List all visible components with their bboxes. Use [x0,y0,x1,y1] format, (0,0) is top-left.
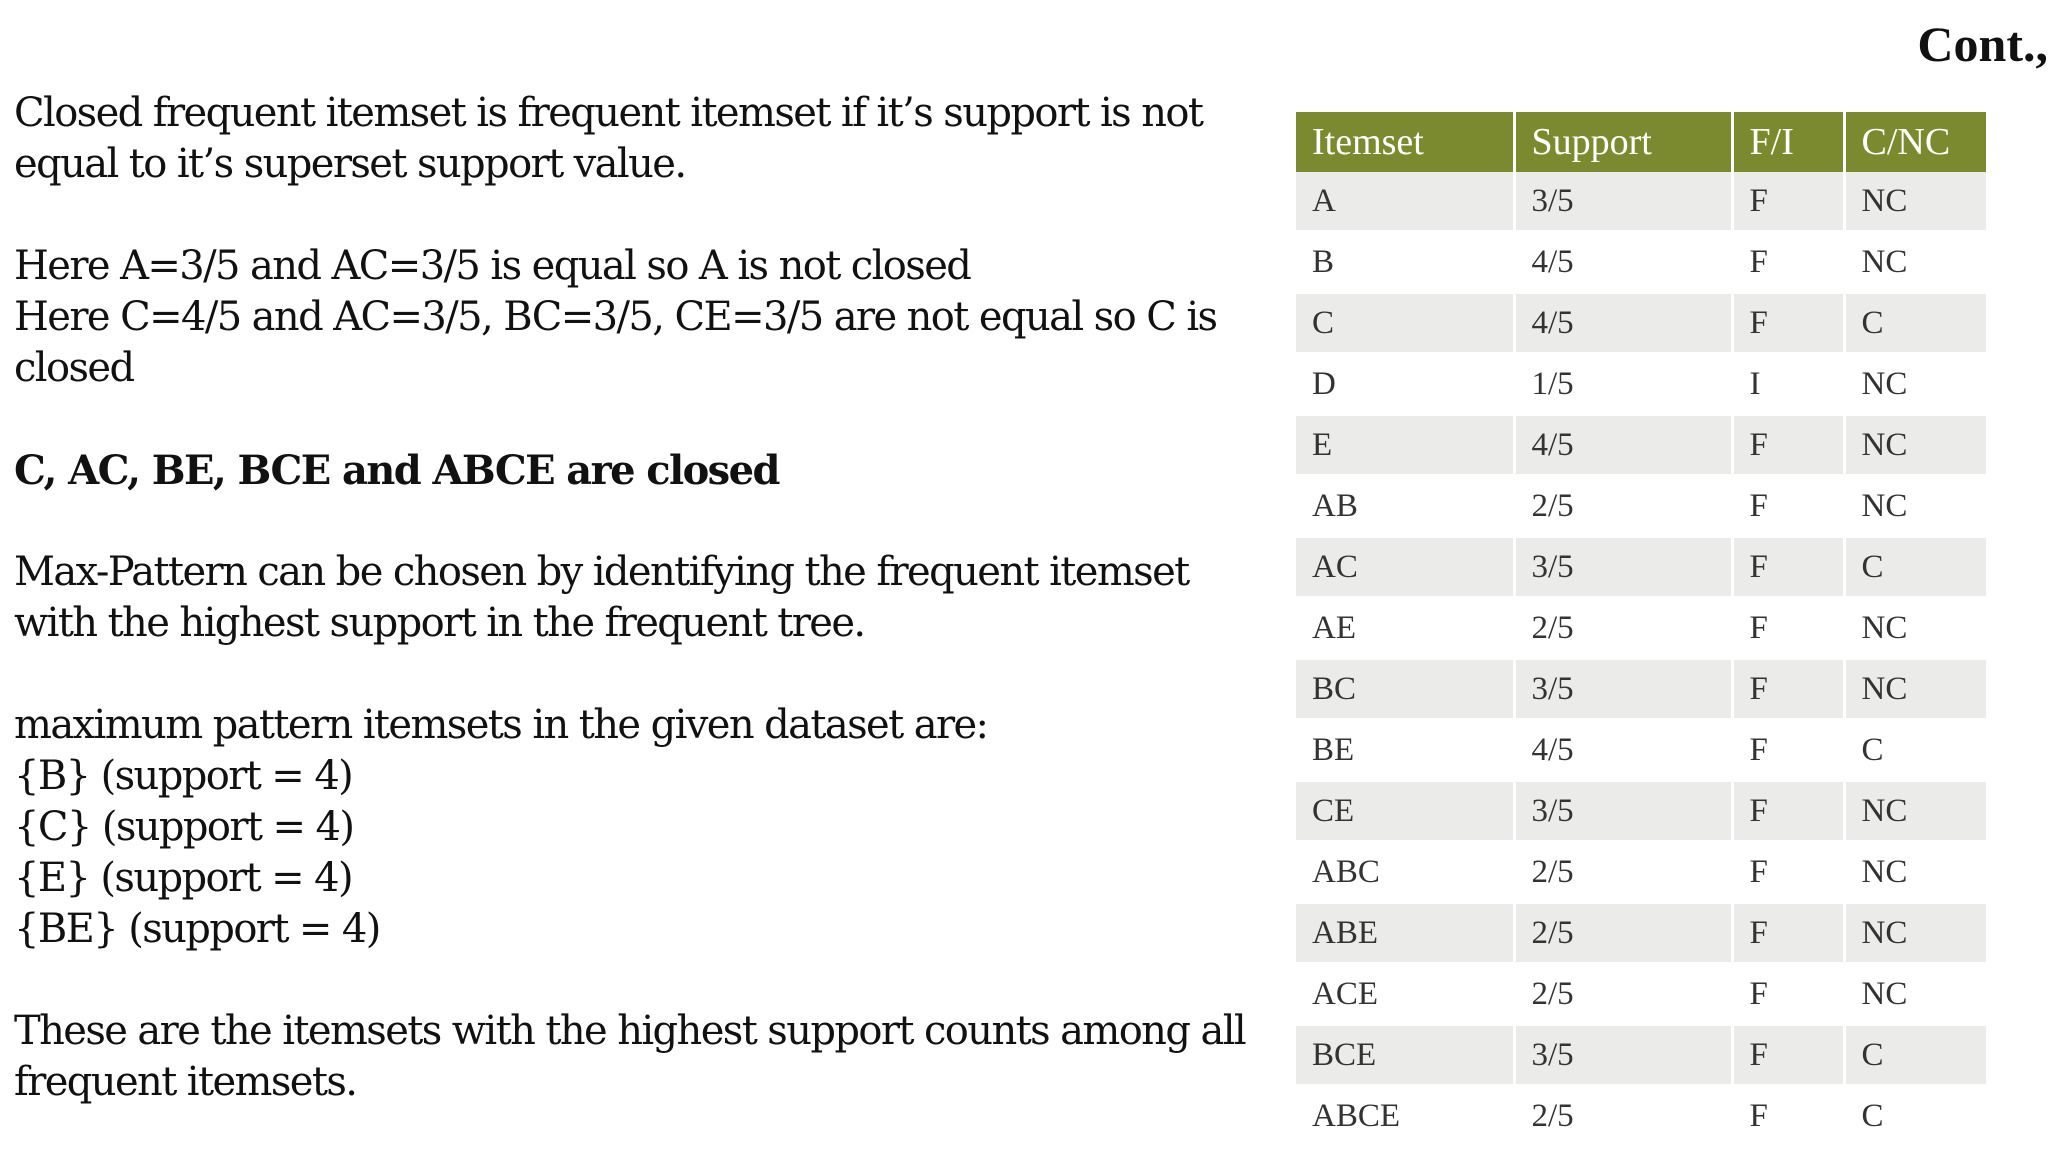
frequent-flag-cell: I [1732,354,1844,415]
frequent-flag-cell: F [1732,476,1844,537]
table-row [1296,537,1986,598]
frequent-flag-cell: F [1732,293,1844,354]
support-cell: 2/5 [1514,1086,1732,1147]
itemset-cell: B [1296,232,1514,293]
table-row [1296,842,1986,903]
max-pattern-list [14,700,1254,955]
support-cell: 4/5 [1514,293,1732,354]
frequent-flag-cell: F [1732,903,1844,964]
table-row [1296,172,1986,232]
closed-itemset-summary [14,445,1254,496]
support-cell: 3/5 [1514,172,1732,232]
frequent-flag-cell: F [1732,415,1844,476]
text-line: Here A=3/5 and AC=3/5 is equal so A is not closed [14,243,971,289]
closed-flag-cell: C [1844,1086,1986,1147]
closed-itemset-definition [14,88,1254,190]
table-row [1296,293,1986,354]
text-line: closed [14,345,134,391]
closed-flag-cell: C [1844,537,1986,598]
frequent-flag-cell: F [1732,781,1844,842]
support-cell: 3/5 [1514,781,1732,842]
text-line: Max-Pattern can be chosen by identifying the frequent itemset [14,549,1189,595]
support-cell: 2/5 [1514,903,1732,964]
table-row [1296,1086,1986,1147]
frequent-flag-cell: F [1732,1025,1844,1086]
table-row [1296,1025,1986,1086]
support-cell: 4/5 [1514,720,1732,781]
table-row [1296,903,1986,964]
support-cell: 3/5 [1514,537,1732,598]
itemset-cell: C [1296,293,1514,354]
text-line: with the highest support in the frequent tree. [14,600,865,646]
itemset-cell: ABE [1296,903,1514,964]
frequent-flag-cell: F [1732,232,1844,293]
explanation-text [14,88,1254,1159]
text-line: {C} (support = 4) [14,804,354,850]
itemset-table-container [1296,112,1986,1134]
itemset-cell: ACE [1296,964,1514,1025]
support-cell: 2/5 [1514,476,1732,537]
support-cell: 2/5 [1514,842,1732,903]
itemset-cell: BC [1296,659,1514,720]
text-line: frequent itemsets. [14,1059,357,1105]
table-row [1296,964,1986,1025]
itemset-cell: A [1296,172,1514,232]
conclusion [14,1006,1254,1108]
text-line: {E} (support = 4) [14,855,352,901]
column-header-support: Support [1514,112,1732,172]
closed-flag-cell: NC [1844,598,1986,659]
itemset-cell: E [1296,415,1514,476]
table-row [1296,781,1986,842]
frequent-flag-cell: F [1732,172,1844,232]
closed-flag-cell: NC [1844,781,1986,842]
support-cell: 2/5 [1514,598,1732,659]
itemset-cell: AC [1296,537,1514,598]
closed-flag-cell: NC [1844,232,1986,293]
closed-flag-cell: C [1844,1025,1986,1086]
closed-itemset-examples [14,241,1254,394]
table-header-row [1296,112,1986,172]
closed-flag-cell: NC [1844,172,1986,232]
itemset-table [1296,112,1986,1148]
column-header-frequent-infrequent: F/I [1732,112,1844,172]
closed-flag-cell: NC [1844,842,1986,903]
table-body [1296,172,1986,1147]
table-row [1296,659,1986,720]
text-line: maximum pattern itemsets in the given dataset are: [14,702,988,748]
table-row [1296,720,1986,781]
support-cell: 2/5 [1514,964,1732,1025]
table-row [1296,232,1986,293]
itemset-cell: ABCE [1296,1086,1514,1147]
frequent-flag-cell: F [1732,598,1844,659]
support-cell: 1/5 [1514,354,1732,415]
itemset-cell: BE [1296,720,1514,781]
frequent-flag-cell: F [1732,659,1844,720]
slide-heading: Cont., [1917,16,2048,72]
table-row [1296,476,1986,537]
closed-flag-cell: C [1844,293,1986,354]
text-line: Here C=4/5 and AC=3/5, BC=3/5, CE=3/5 are not equal so C is [14,294,1217,340]
max-pattern-definition [14,547,1254,649]
text-line: {B} (support = 4) [14,753,353,799]
frequent-flag-cell: F [1732,964,1844,1025]
closed-flag-cell: NC [1844,903,1986,964]
closed-flag-cell: NC [1844,476,1986,537]
frequent-flag-cell: F [1732,842,1844,903]
itemset-cell: BCE [1296,1025,1514,1086]
text-line: {BE} (support = 4) [14,906,380,952]
table-row [1296,415,1986,476]
closed-flag-cell: C [1844,720,1986,781]
support-cell: 4/5 [1514,415,1732,476]
frequent-flag-cell: F [1732,720,1844,781]
itemset-cell: D [1296,354,1514,415]
text-line: Closed frequent itemset is frequent itemset if it’s support is not [14,90,1203,136]
closed-flag-cell: NC [1844,659,1986,720]
text-line: These are the itemsets with the highest support counts among all [14,1008,1246,1054]
table-row [1296,354,1986,415]
frequent-flag-cell: F [1732,1086,1844,1147]
support-cell: 3/5 [1514,1025,1732,1086]
table-row [1296,598,1986,659]
text-line: C, AC, BE, BCE and ABCE are closed [14,447,779,494]
itemset-cell: AE [1296,598,1514,659]
itemset-cell: CE [1296,781,1514,842]
text-line: equal to it’s superset support value. [14,141,686,187]
closed-flag-cell: NC [1844,964,1986,1025]
itemset-cell: AB [1296,476,1514,537]
column-header-closed-notclosed: C/NC [1844,112,1986,172]
frequent-flag-cell: F [1732,537,1844,598]
closed-flag-cell: NC [1844,354,1986,415]
itemset-cell: ABC [1296,842,1514,903]
column-header-itemset: Itemset [1296,112,1514,172]
support-cell: 3/5 [1514,659,1732,720]
support-cell: 4/5 [1514,232,1732,293]
closed-flag-cell: NC [1844,415,1986,476]
